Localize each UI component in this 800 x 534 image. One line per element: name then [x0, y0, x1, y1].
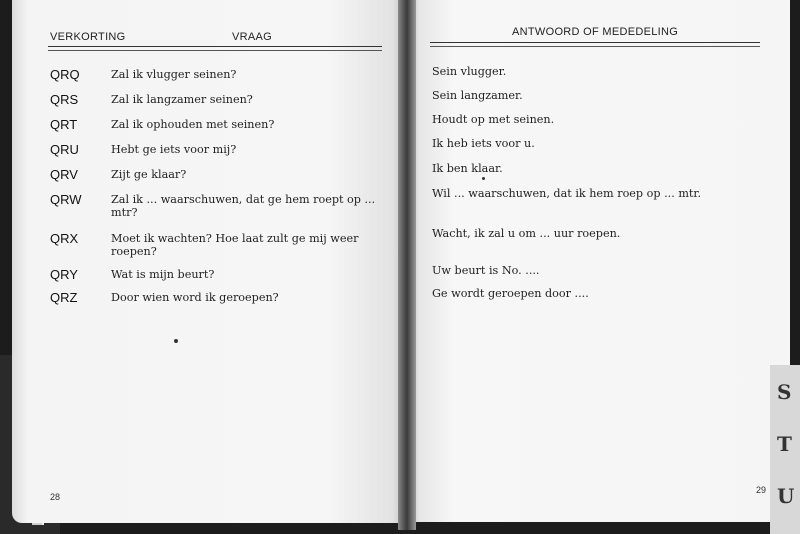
question-qrv: Zijt ge klaar?: [111, 168, 187, 181]
answer-qrs: Sein langzamer.: [432, 89, 523, 102]
question-qrs: Zal ik langzamer seinen?: [111, 93, 253, 106]
header-rule-right: [430, 42, 760, 43]
question-qrw: Zal ik ... waarschuwen, dat ge hem roept op ... mtr?: [111, 193, 376, 219]
question-qrt: Zal ik ophouden met seinen?: [111, 118, 275, 131]
header-rule: [48, 46, 382, 47]
code-qrx: QRX: [50, 231, 79, 246]
answer-qru: Ik heb iets voor u.: [432, 137, 535, 150]
code-qrs: QRS: [50, 92, 79, 107]
column-header-abbreviation: VERKORTING: [50, 31, 126, 43]
header-rule-thin: [48, 50, 382, 51]
ink-speck: [482, 177, 485, 180]
code-qry: QRY: [50, 267, 78, 282]
answer-qrx: Wacht, ik zal u om ... uur roepen.: [432, 227, 621, 240]
ink-speck: [174, 339, 178, 343]
answer-qrz: Ge wordt geroepen door ....: [432, 287, 589, 300]
page-number-right: 29: [756, 485, 767, 495]
answer-qrv: Ik ben klaar.: [432, 162, 503, 175]
answer-qry: Uw beurt is No. ....: [432, 264, 540, 277]
answer-qrw: Wil ... waarschuwen, dat ik hem roep op ... mtr.: [432, 187, 702, 200]
answer-qrt: Houdt op met seinen.: [432, 113, 555, 126]
code-qrq: QRQ: [50, 67, 80, 82]
code-qrv: QRV: [50, 167, 78, 182]
column-header-question: VRAAG: [232, 31, 273, 43]
book-gutter: [398, 0, 416, 530]
code-qrw: QRW: [50, 192, 82, 207]
column-header-answer: ANTWOORD OF MEDEDELING: [512, 26, 679, 38]
question-qrz: Door wien word ik geroepen?: [111, 291, 279, 304]
code-qrz: QRZ: [50, 290, 78, 305]
index-tab-s[interactable]: S: [777, 380, 792, 404]
question-qru: Hebt ge iets voor mij?: [111, 143, 237, 156]
question-qry: Wat is mijn beurt?: [111, 268, 215, 281]
page-number-left: 28: [50, 492, 61, 502]
header-rule-right-thin: [430, 46, 760, 47]
code-qrt: QRT: [50, 117, 78, 132]
question-qrq: Zal ik vlugger seinen?: [111, 68, 237, 81]
code-qru: QRU: [50, 142, 79, 157]
index-tab-u[interactable]: U: [777, 484, 795, 508]
answer-qrq: Sein vlugger.: [432, 65, 507, 78]
index-tab-t[interactable]: T: [777, 432, 792, 456]
right-page: [408, 0, 790, 522]
question-qrx: Moet ik wachten? Hoe laat zult ge mij weer roepen?: [111, 232, 359, 258]
